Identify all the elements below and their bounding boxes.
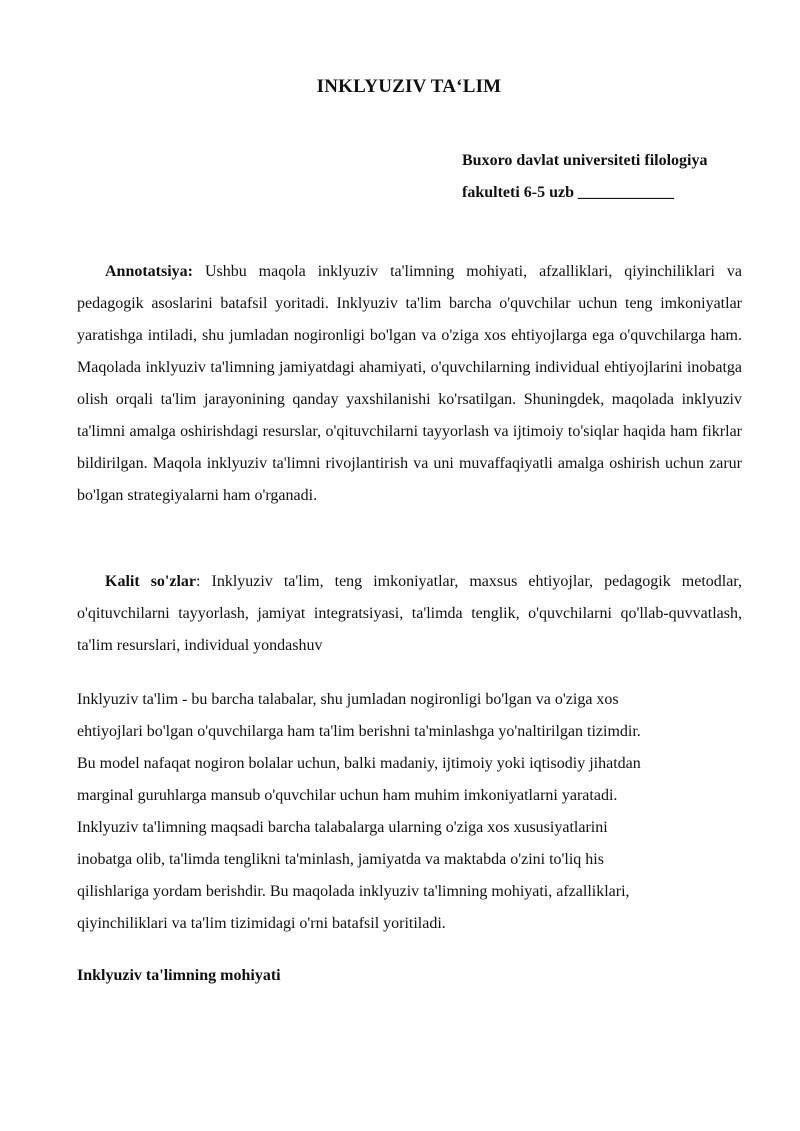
keywords-paragraph — [77, 566, 742, 662]
intro-line: Inklyuziv ta'limning maqsadi barcha talabalarga ularning o'ziga xos xususiyatlarini — [77, 819, 608, 836]
section-heading: Inklyuziv ta'limning mohiyati — [77, 967, 281, 984]
abstract-label: Annotatsiya: — [105, 263, 194, 280]
intro-line: qilishlariga yordam berishdir. Bu maqolada inklyuziv ta'limning mohiyati, afzalliklari, — [77, 883, 630, 900]
abstract-paragraph — [77, 256, 742, 512]
intro-line: Inklyuziv ta'lim - bu barcha talabalar, shu jumladan nogironligi bo'lgan va o'ziga xos — [77, 691, 619, 708]
intro-line: marginal guruhlarga mansub o'quvchilar uchun ham muhim imkoniyatlarni yaratadi. — [77, 787, 618, 804]
intro-line: ehtiyojlari bo'lgan o'quvchilarga ham ta'lim berishni ta'minlashga yo'naltirilgan tizimdir. — [77, 723, 641, 740]
affiliation-line-2: fakulteti 6-5 uzb ____________ — [462, 184, 674, 201]
intro-line: qiyinchiliklari va ta'lim tizimidagi o'rni batafsil yoritiladi. — [77, 915, 446, 932]
keywords-text: : Inklyuziv ta'lim, teng imkoniyatlar, maxsus ehtiyojlar, pedagogik metodlar, o'qituvchilarni tayyorlash, jamiyat integratsiyasi, ta'limda tenglik, o'quvchilarni qo'llab-quvvatlash, ta'lim resurslari, individual yondashuv — [77, 573, 742, 654]
intro-line: Bu model nafaqat nogiron bolalar uchun, balki madaniy, ijtimoiy yoki iqtisodiy jihatdan — [77, 755, 641, 772]
intro-line: inobatga olib, ta'limda tenglikni ta'minlash, jamiyatda va maktabda o'zini to'liq his — [77, 851, 604, 868]
keywords-label: Kalit so'zlar — [105, 573, 197, 590]
intro-paragraph — [77, 684, 745, 940]
affiliation-line-1: Buxoro davlat universiteti filologiya — [462, 152, 708, 169]
document-title: INKLYUZIV TA‘LIM — [316, 76, 502, 97]
author-affiliation — [462, 145, 782, 209]
abstract-text: Ushbu maqola inklyuziv ta'limning mohiyati, afzalliklari, qiyinchiliklari va pedagogik asoslarini batafsil yoritadi. Inklyuziv ta'lim barcha o'quvchilar uchun teng imkoniyatlar yaratishga intiladi, shu jumladan nogironligi bo'lgan va o'ziga xos ehtiyojlarga ega o'quvchilarga ham. Maqolada inklyuziv ta'limning jamiyatdagi ahamiyati, o'quvchilarning individual ehtiyojlarini inobatga olish orqali ta'lim jarayonining qanday yaxshilanishi ko'rsatilgan. Shuningdek, maqolada inklyuziv ta'limni amalga oshirishdagi resurslar, o'qituvchilarni tayyorlash va ijtimoiy to'siqlar haqida ham fikrlar bildirilgan. Maqola inklyuziv ta'limni rivojlantirish va uni muvaffaqiyatli amalga oshirish uchun zarur bo'lgan strategiyalarni ham o'rganadi. — [77, 263, 742, 504]
